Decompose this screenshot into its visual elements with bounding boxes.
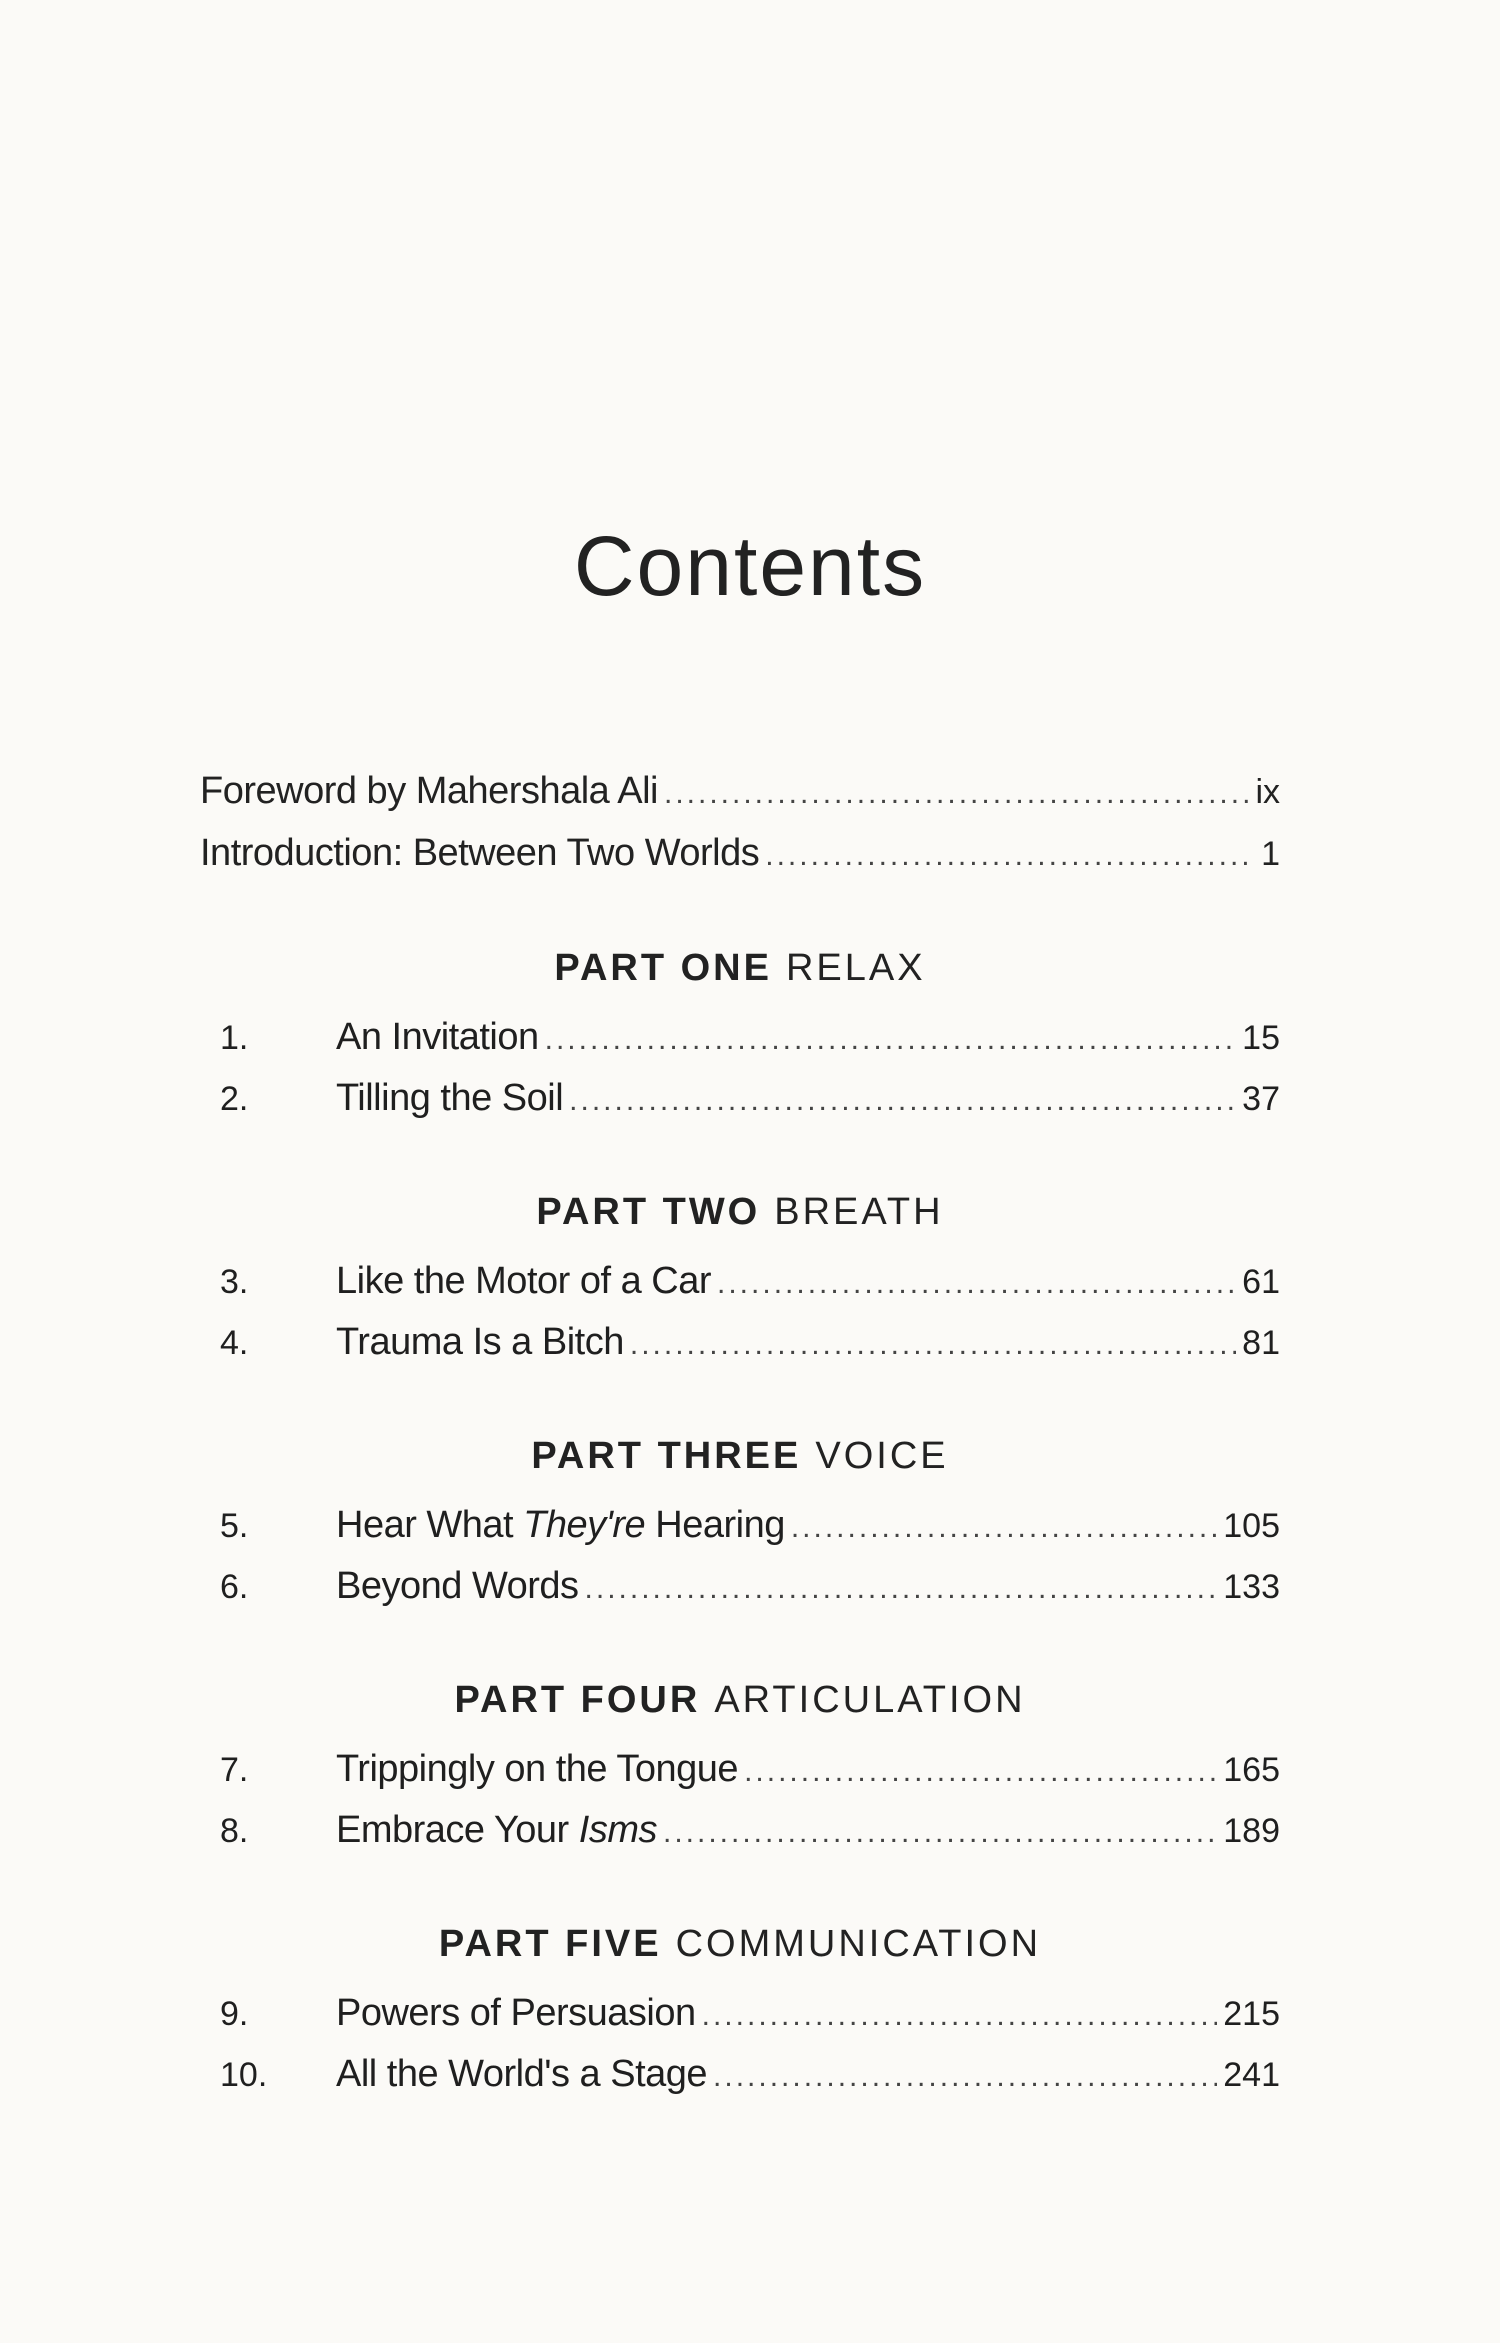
toc-chapter-3[interactable] [200, 1260, 1280, 1321]
part-name: ARTICULATION [714, 1679, 1026, 1721]
toc-page-number: 1 [1261, 835, 1280, 873]
chapter-title: Tilling the Soil [336, 1077, 564, 1119]
chapter-title: All the World's a Stage [336, 2053, 708, 2095]
toc-entry-label: Foreword by Mahershala Ali [200, 770, 658, 812]
toc-entry-foreword[interactable] [200, 770, 1280, 832]
toc-part-one [200, 936, 1280, 1138]
toc-entry-label: Introduction: Between Two Worlds [200, 832, 760, 874]
toc-page-number: ix [1255, 773, 1280, 811]
table-of-contents [200, 770, 1280, 2114]
toc-entry-introduction[interactable] [200, 832, 1280, 894]
part-heading [200, 1424, 1280, 1488]
dot-leader [663, 1816, 1217, 1850]
chapter-number: 10. [220, 2056, 268, 2094]
chapter-title: An Invitation [336, 1016, 539, 1058]
part-number: PART TWO [536, 1191, 761, 1233]
toc-chapter-9[interactable] [200, 1992, 1280, 2053]
chapter-title: Powers of Persuasion [336, 1992, 696, 2034]
part-heading [200, 1912, 1280, 1976]
dot-leader [664, 777, 1249, 811]
toc-part-two [200, 1180, 1280, 1382]
toc-page-number: 189 [1223, 1812, 1280, 1850]
toc-chapter-8[interactable] [200, 1809, 1280, 1870]
chapter-number: 6. [220, 1568, 249, 1606]
dot-leader [569, 1084, 1236, 1118]
chapter-title: Beyond Words [336, 1565, 579, 1607]
toc-page-number: 37 [1242, 1080, 1280, 1118]
chapter-number: 9. [220, 1995, 249, 2033]
chapter-number: 3. [220, 1263, 249, 1301]
part-number: PART ONE [554, 947, 772, 989]
part-number: PART FIVE [438, 1923, 662, 1965]
dot-leader [744, 1755, 1217, 1789]
chapter-number: 1. [220, 1019, 249, 1057]
chapter-title: Hear What They're Hearing [336, 1504, 785, 1546]
chapter-number: 8. [220, 1812, 249, 1850]
part-number: PART THREE [531, 1435, 802, 1477]
chapter-title: Embrace Your Isms [336, 1809, 657, 1851]
toc-page-number: 61 [1242, 1263, 1280, 1301]
part-name: VOICE [815, 1435, 949, 1477]
part-name: BREATH [774, 1191, 944, 1233]
chapter-number: 7. [220, 1751, 249, 1789]
chapter-number: 4. [220, 1324, 249, 1362]
part-name: RELAX [785, 947, 926, 989]
dot-leader [545, 1023, 1237, 1057]
dot-leader [702, 1999, 1218, 2033]
toc-page-number: 133 [1223, 1568, 1280, 1606]
chapter-title: Trippingly on the Tongue [336, 1748, 739, 1790]
toc-part-three [200, 1424, 1280, 1626]
toc-page-number: 105 [1223, 1507, 1280, 1545]
toc-page-number: 241 [1223, 2056, 1280, 2094]
toc-chapter-4[interactable] [200, 1321, 1280, 1382]
toc-chapter-10[interactable] [200, 2053, 1280, 2114]
toc-page-number: 15 [1242, 1019, 1280, 1057]
toc-page-number: 165 [1223, 1751, 1280, 1789]
chapter-title: Trauma Is a Bitch [336, 1321, 624, 1363]
toc-chapter-6[interactable] [200, 1565, 1280, 1626]
dot-leader [713, 2060, 1217, 2094]
part-heading [200, 1668, 1280, 1732]
part-name: COMMUNICATION [675, 1923, 1042, 1965]
chapter-title: Like the Motor of a Car [336, 1260, 712, 1302]
toc-page-number: 215 [1223, 1995, 1280, 2033]
dot-leader [585, 1572, 1218, 1606]
toc-part-four [200, 1668, 1280, 1870]
dot-leader [765, 839, 1255, 873]
part-number: PART FOUR [454, 1679, 701, 1721]
chapter-number: 2. [220, 1080, 249, 1118]
page-title: Contents [573, 519, 927, 613]
dot-leader [717, 1267, 1236, 1301]
part-heading [200, 936, 1280, 1000]
dot-leader [791, 1511, 1217, 1545]
toc-chapter-1[interactable] [200, 1016, 1280, 1077]
toc-chapter-5[interactable] [200, 1504, 1280, 1565]
toc-chapter-2[interactable] [200, 1077, 1280, 1138]
toc-page-number: 81 [1242, 1324, 1280, 1362]
dot-leader [630, 1328, 1236, 1362]
chapter-number: 5. [220, 1507, 249, 1545]
toc-chapter-7[interactable] [200, 1748, 1280, 1809]
part-heading [200, 1180, 1280, 1244]
toc-part-five [200, 1912, 1280, 2114]
